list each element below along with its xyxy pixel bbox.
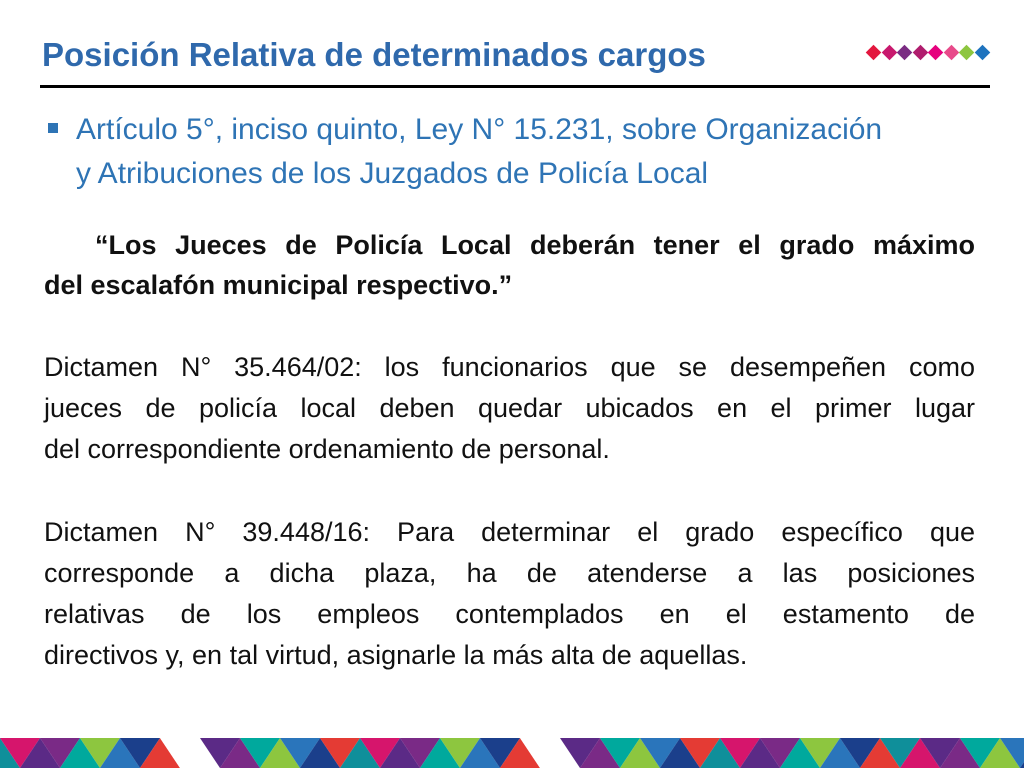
bullet-item (76, 108, 976, 196)
paragraph-line: Dictamen N° 39.448/16: Para determinar el grado específico que (44, 517, 975, 547)
dictamen-paragraph-1 (44, 347, 975, 470)
diamond-ornament-row (866, 44, 992, 61)
paragraph-line: Dictamen N° 35.464/02: los funcionarios que se desempeñen como (44, 352, 975, 382)
quote-line: “Los Jueces de Policía Local deberán tener el grado máximo (95, 230, 975, 260)
paragraph-line: del correspondiente ordenamiento de personal. (44, 434, 610, 464)
paragraph-line: relativas de los empleos contemplados en el estamento de (44, 599, 975, 629)
quote-paragraph (44, 225, 975, 305)
diamond-ornament-icon (866, 45, 882, 61)
diamond-ornament-icon (881, 45, 897, 61)
bullet-line: Artículo 5°, inciso quinto, Ley N° 15.231, sobre Organización (76, 113, 883, 146)
paragraph-line: jueces de policía local deben quedar ubicados en el primer lugar (44, 393, 975, 423)
slide-title: Posición Relativa de determinados cargos (42, 36, 706, 73)
diamond-ornament-icon (943, 45, 959, 61)
quote-line: del escalafón municipal respectivo.” (44, 270, 513, 300)
footer-decorative-strip (0, 738, 1024, 768)
diamond-ornament-icon (912, 45, 928, 61)
paragraph-line: corresponde a dicha plaza, ha de atenderse a las posiciones (44, 558, 975, 588)
diamond-ornament-icon (974, 45, 990, 61)
square-bullet-icon (48, 123, 58, 133)
bullet-line: y Atribuciones de los Juzgados de Policía Local (76, 157, 709, 190)
diamond-ornament-icon (928, 45, 944, 61)
title-underline (40, 85, 990, 88)
paragraph-line: directivos y, en tal virtud, asignarle la más alta de aquellas. (44, 640, 748, 670)
dictamen-paragraph-2 (44, 512, 975, 676)
diamond-ornament-icon (897, 45, 913, 61)
diamond-ornament-icon (959, 45, 975, 61)
